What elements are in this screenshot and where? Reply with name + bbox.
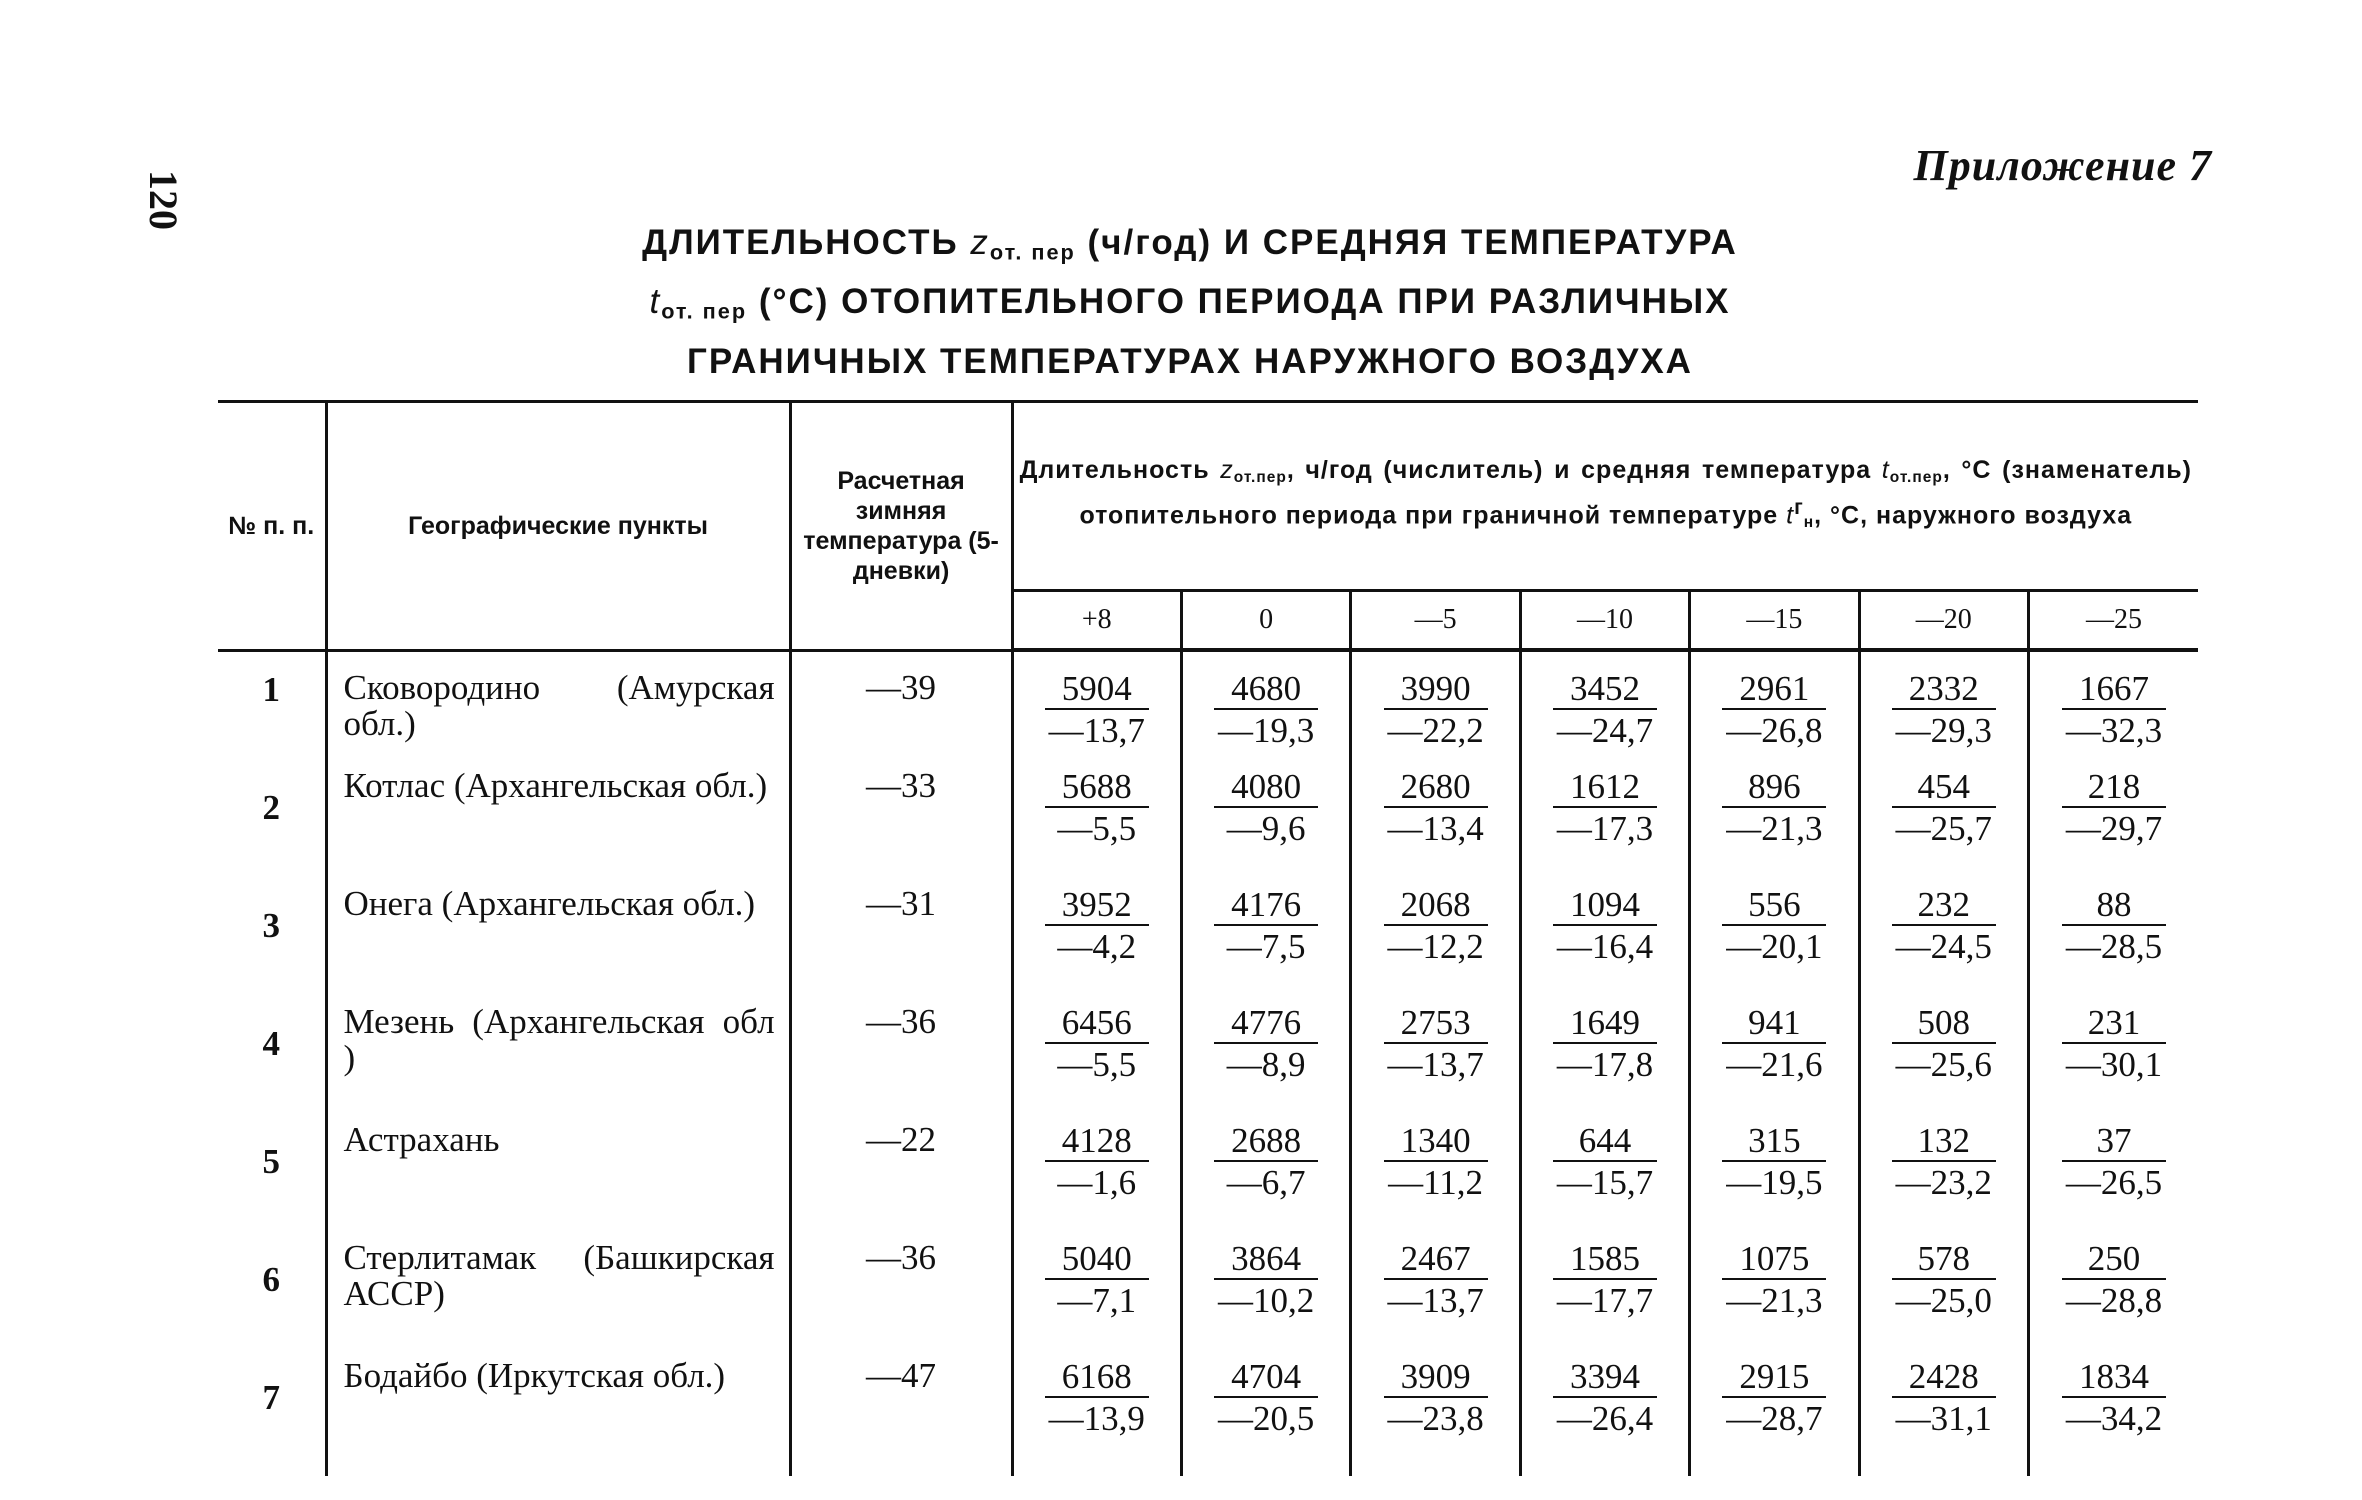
fraction xyxy=(1214,1240,1318,1322)
table-row xyxy=(218,1240,2198,1358)
temperature-value: —13,7 xyxy=(1048,711,1145,750)
temperature-value: —29,3 xyxy=(1895,711,1992,750)
header-place: Географические пункты xyxy=(326,402,790,651)
temperature-value: —5,5 xyxy=(1057,809,1137,848)
fraction xyxy=(1722,886,1826,968)
value-cell xyxy=(1181,1004,1350,1122)
value-cell xyxy=(2029,1358,2199,1476)
table-row xyxy=(218,1004,2198,1122)
row-number: 4 xyxy=(262,1024,280,1063)
fraction xyxy=(1722,1240,1826,1322)
duration-value: 1667 xyxy=(2062,670,2166,710)
fraction xyxy=(1892,886,1996,968)
duration-value: 1649 xyxy=(1553,1004,1657,1044)
row-number: 5 xyxy=(262,1142,280,1181)
temperature-value: —15,7 xyxy=(1556,1163,1654,1202)
temperature-value: —21,3 xyxy=(1726,1281,1823,1320)
place-name: Стерлитамак (Башкирская АССР) xyxy=(326,1240,790,1358)
temperature-value: —19,3 xyxy=(1218,711,1315,750)
value-cell xyxy=(2029,886,2199,1004)
duration-value: 578 xyxy=(1892,1240,1996,1280)
duration-value: 3864 xyxy=(1214,1240,1318,1280)
column-header: —15 xyxy=(1690,591,1859,651)
temperature-value: —30,1 xyxy=(2065,1045,2163,1084)
fraction xyxy=(1553,1004,1657,1086)
fraction xyxy=(1553,886,1657,968)
fraction xyxy=(2062,1122,2166,1204)
value-cell xyxy=(1859,650,2028,768)
value-cell xyxy=(1520,1358,1689,1476)
fraction xyxy=(2062,886,2166,968)
value-cell xyxy=(1520,1004,1689,1122)
header-design-temp: Расчетная зимняя температура (5-дневки) xyxy=(790,402,1012,651)
value-cell xyxy=(1012,768,1181,886)
fraction xyxy=(1722,1004,1826,1086)
value-cell xyxy=(1181,1358,1350,1476)
temperature-value: —22,2 xyxy=(1387,711,1484,750)
header-span: Длительность $z_{от.пер}$, ч/год (числитель) и средняя температура $t_{от.пер}$, °С (знаменатель) отопительного периода при граничной температуре $t^г_н$, °С, наружного воздуха xyxy=(1012,402,2198,591)
value-cell xyxy=(2029,1122,2199,1240)
table-row xyxy=(218,1358,2198,1476)
duration-value: 5904 xyxy=(1045,670,1149,710)
temperature-value: —24,7 xyxy=(1556,711,1654,750)
value-cell xyxy=(1520,1240,1689,1358)
duration-value: 1585 xyxy=(1553,1240,1657,1280)
duration-value: 3990 xyxy=(1384,670,1488,710)
value-cell xyxy=(1859,1358,2028,1476)
fraction xyxy=(1892,1240,1996,1322)
duration-value: 3952 xyxy=(1045,886,1149,926)
fraction xyxy=(1045,886,1149,968)
duration-value: 3909 xyxy=(1384,1358,1488,1398)
temperature-value: —29,7 xyxy=(2065,809,2163,848)
fraction xyxy=(1722,1358,1826,1440)
duration-value: 250 xyxy=(2062,1240,2166,1280)
value-cell xyxy=(1012,1358,1181,1476)
temperature-value: —11,2 xyxy=(1388,1163,1484,1202)
duration-value: 4176 xyxy=(1214,886,1318,926)
duration-value: 6456 xyxy=(1045,1004,1149,1044)
value-cell xyxy=(1351,650,1520,768)
fraction xyxy=(1384,670,1488,752)
design-temperature: —31 xyxy=(790,886,1012,1004)
value-cell xyxy=(1012,650,1181,768)
temperature-value: —13,9 xyxy=(1048,1399,1145,1438)
column-header: +8 xyxy=(1012,591,1181,651)
fraction xyxy=(1384,1122,1488,1204)
fraction xyxy=(1214,768,1318,850)
duration-value: 5040 xyxy=(1045,1240,1149,1280)
place-name: Сковородино (Амурская обл.) xyxy=(326,650,790,768)
duration-value: 644 xyxy=(1553,1122,1657,1162)
duration-value: 2961 xyxy=(1722,670,1826,710)
duration-value: 4680 xyxy=(1214,670,1318,710)
fraction xyxy=(1045,768,1149,850)
value-cell xyxy=(1690,650,1859,768)
value-cell xyxy=(1859,1122,2028,1240)
column-header: —20 xyxy=(1859,591,2028,651)
fraction xyxy=(1214,1122,1318,1204)
duration-value: 88 xyxy=(2062,886,2166,926)
duration-value: 6168 xyxy=(1045,1358,1149,1398)
duration-value: 1612 xyxy=(1553,768,1657,808)
value-cell xyxy=(1181,768,1350,886)
temperature-value: —21,3 xyxy=(1726,809,1823,848)
temperature-value: —25,6 xyxy=(1895,1045,1992,1084)
value-cell xyxy=(1181,1122,1350,1240)
temperature-value: —28,7 xyxy=(1726,1399,1823,1438)
row-number: 2 xyxy=(262,788,280,827)
fraction xyxy=(2062,1240,2166,1322)
duration-value: 4776 xyxy=(1214,1004,1318,1044)
duration-value: 2680 xyxy=(1384,768,1488,808)
place-name: Котлас (Архангельская обл.) xyxy=(326,768,790,886)
design-temperature: —36 xyxy=(790,1240,1012,1358)
duration-value: 2428 xyxy=(1892,1358,1996,1398)
temperature-value: —23,8 xyxy=(1387,1399,1484,1438)
fraction xyxy=(1045,1358,1149,1440)
temperature-value: —32,3 xyxy=(2065,711,2163,750)
duration-value: 1340 xyxy=(1384,1122,1488,1162)
heating-period-table-wrap xyxy=(218,400,2198,1476)
value-cell xyxy=(1012,886,1181,1004)
temperature-value: —28,5 xyxy=(2065,927,2163,966)
temperature-value: —5,5 xyxy=(1057,1045,1137,1084)
value-cell xyxy=(1859,1240,2028,1358)
duration-value: 1075 xyxy=(1722,1240,1826,1280)
column-header: —10 xyxy=(1520,591,1689,651)
column-header: 0 xyxy=(1181,591,1350,651)
design-temperature: —39 xyxy=(790,650,1012,768)
title-line-1: ДЛИТЕЛЬНОСТЬ $z_{от. пер}$ (ч/год) И СРЕДНЯЯ ТЕМПЕРАТУРА xyxy=(642,223,1738,265)
fraction xyxy=(1384,1240,1488,1322)
temperature-value: —26,4 xyxy=(1556,1399,1654,1438)
fraction xyxy=(1722,768,1826,850)
design-temperature: —47 xyxy=(790,1358,1012,1476)
duration-value: 2068 xyxy=(1384,886,1488,926)
fraction xyxy=(1045,1240,1149,1322)
duration-value: 5688 xyxy=(1045,768,1149,808)
design-temperature: —22 xyxy=(790,1122,1012,1240)
appendix-label: Приложение 7 xyxy=(1913,141,2212,190)
value-cell xyxy=(1690,1004,1859,1122)
duration-value: 454 xyxy=(1892,768,1996,808)
duration-value: 37 xyxy=(2062,1122,2166,1162)
row-number: 1 xyxy=(262,669,280,709)
value-cell xyxy=(1520,650,1689,768)
temperature-value: —9,6 xyxy=(1226,809,1306,848)
duration-value: 2332 xyxy=(1892,670,1996,710)
heating-period-table xyxy=(218,400,2198,1476)
temperature-value: —28,8 xyxy=(2065,1281,2163,1320)
table-body xyxy=(218,650,2198,1476)
value-cell xyxy=(1012,1240,1181,1358)
temperature-value: —26,8 xyxy=(1726,711,1823,750)
value-cell xyxy=(1520,886,1689,1004)
value-cell xyxy=(1012,1004,1181,1122)
duration-value: 3394 xyxy=(1553,1358,1657,1398)
duration-value: 556 xyxy=(1722,886,1826,926)
fraction xyxy=(1553,1122,1657,1204)
design-temperature: —36 xyxy=(790,1004,1012,1122)
value-cell xyxy=(1181,886,1350,1004)
duration-value: 232 xyxy=(1892,886,1996,926)
value-cell xyxy=(2029,1240,2199,1358)
place-name: Астрахань xyxy=(326,1122,790,1240)
value-cell xyxy=(1351,1240,1520,1358)
fraction xyxy=(1553,1240,1657,1322)
temperature-value: —17,8 xyxy=(1556,1045,1654,1084)
table-row xyxy=(218,1122,2198,1240)
fraction xyxy=(1045,670,1149,752)
value-cell xyxy=(1012,1122,1181,1240)
temperature-value: —8,9 xyxy=(1226,1045,1306,1084)
temperature-value: —20,5 xyxy=(1218,1399,1315,1438)
temperature-value: —26,5 xyxy=(2065,1163,2163,1202)
duration-value: 4704 xyxy=(1214,1358,1318,1398)
fraction xyxy=(1553,768,1657,850)
fraction xyxy=(1045,1004,1149,1086)
fraction xyxy=(1892,768,1996,850)
duration-value: 2753 xyxy=(1384,1004,1488,1044)
temperature-value: —34,2 xyxy=(2065,1399,2163,1438)
page-title xyxy=(560,218,1820,387)
value-cell xyxy=(1351,886,1520,1004)
fraction xyxy=(1384,1358,1488,1440)
value-cell xyxy=(2029,1004,2199,1122)
table-row xyxy=(218,768,2198,886)
temperature-value: —13,7 xyxy=(1387,1045,1484,1084)
column-header: —5 xyxy=(1351,591,1520,651)
temperature-value: —31,1 xyxy=(1895,1399,1992,1438)
duration-value: 4080 xyxy=(1214,768,1318,808)
duration-value: 4128 xyxy=(1045,1122,1149,1162)
fraction xyxy=(1722,1122,1826,1204)
place-name: Бодайбо (Иркутская обл.) xyxy=(326,1358,790,1476)
fraction xyxy=(1214,886,1318,968)
temperature-value: —10,2 xyxy=(1218,1281,1315,1320)
value-cell xyxy=(1351,1004,1520,1122)
duration-value: 2915 xyxy=(1722,1358,1826,1398)
value-cell xyxy=(1351,1122,1520,1240)
fraction xyxy=(2062,1358,2166,1440)
fraction xyxy=(1384,1004,1488,1086)
value-cell xyxy=(1351,768,1520,886)
value-cell xyxy=(1351,1358,1520,1476)
temperature-value: —7,1 xyxy=(1057,1281,1137,1320)
title-line-2: $t_{от. пер}$ (°С) ОТОПИТЕЛЬНОГО ПЕРИОДА ПРИ РАЗЛИЧНЫХ xyxy=(649,282,1731,324)
place-name: Онега (Архангельская обл.) xyxy=(326,886,790,1004)
duration-value: 132 xyxy=(1892,1122,1996,1162)
temperature-value: —13,4 xyxy=(1387,809,1484,848)
value-cell xyxy=(2029,768,2199,886)
temperature-value: —13,7 xyxy=(1387,1281,1484,1320)
temperature-value: —20,1 xyxy=(1726,927,1823,966)
value-cell xyxy=(1690,886,1859,1004)
duration-value: 941 xyxy=(1722,1004,1826,1044)
fraction xyxy=(1722,670,1826,752)
temperature-value: —7,5 xyxy=(1226,927,1306,966)
temperature-value: —12,2 xyxy=(1387,927,1484,966)
duration-value: 231 xyxy=(2062,1004,2166,1044)
value-cell xyxy=(1859,1004,2028,1122)
temperature-value: —25,7 xyxy=(1895,809,1992,848)
temperature-value: —24,5 xyxy=(1895,927,1992,966)
fraction xyxy=(1892,1358,1996,1440)
place-name: Мезень (Архангельская обл ) xyxy=(326,1004,790,1122)
value-cell xyxy=(1859,768,2028,886)
duration-value: 3452 xyxy=(1553,670,1657,710)
duration-value: 2467 xyxy=(1384,1240,1488,1280)
value-cell xyxy=(1181,650,1350,768)
temperature-value: —19,5 xyxy=(1726,1163,1823,1202)
fraction xyxy=(1892,1004,1996,1086)
fraction xyxy=(1553,670,1657,752)
fraction xyxy=(1214,670,1318,752)
fraction xyxy=(1384,886,1488,968)
fraction xyxy=(1553,1358,1657,1440)
duration-value: 1094 xyxy=(1553,886,1657,926)
fraction xyxy=(1214,1358,1318,1440)
value-cell xyxy=(1859,886,2028,1004)
title-line-3: ГРАНИЧНЫХ ТЕМПЕРАТУРАХ НАРУЖНОГО ВОЗДУХА xyxy=(687,341,1693,381)
value-cell xyxy=(1690,1122,1859,1240)
duration-value: 315 xyxy=(1722,1122,1826,1162)
temperature-value: —17,7 xyxy=(1556,1281,1654,1320)
value-cell xyxy=(1690,1240,1859,1358)
value-cell xyxy=(1690,768,1859,886)
temperature-value: —4,2 xyxy=(1057,927,1137,966)
value-cell xyxy=(1520,768,1689,886)
duration-value: 218 xyxy=(2062,768,2166,808)
row-number: 3 xyxy=(262,906,280,945)
value-cell xyxy=(1181,1240,1350,1358)
temperature-value: —23,2 xyxy=(1895,1163,1992,1202)
column-header: —25 xyxy=(2029,591,2199,651)
fraction xyxy=(2062,670,2166,752)
temperature-value: —25,0 xyxy=(1895,1281,1992,1320)
row-number: 6 xyxy=(262,1260,280,1299)
value-cell xyxy=(1520,1122,1689,1240)
temperature-value: —17,3 xyxy=(1556,809,1654,848)
fraction xyxy=(1384,768,1488,850)
value-cell xyxy=(1690,1358,1859,1476)
temperature-value: —1,6 xyxy=(1057,1163,1137,1202)
duration-value: 508 xyxy=(1892,1004,1996,1044)
duration-value: 1834 xyxy=(2062,1358,2166,1398)
header-num: № п. п. xyxy=(218,402,326,651)
fraction xyxy=(1214,1004,1318,1086)
fraction xyxy=(2062,768,2166,850)
table-row xyxy=(218,650,2198,768)
page-number: 120 xyxy=(141,170,186,230)
duration-value: 2688 xyxy=(1214,1122,1318,1162)
fraction xyxy=(2062,1004,2166,1086)
design-temperature: —33 xyxy=(790,768,1012,886)
temperature-value: —6,7 xyxy=(1226,1163,1306,1202)
temperature-value: —21,6 xyxy=(1726,1045,1823,1084)
temperature-value: —16,4 xyxy=(1556,927,1654,966)
fraction xyxy=(1892,1122,1996,1204)
value-cell xyxy=(2029,650,2199,768)
fraction xyxy=(1892,670,1996,752)
table-row xyxy=(218,886,2198,1004)
fraction xyxy=(1045,1122,1149,1204)
row-number: 7 xyxy=(262,1378,280,1417)
duration-value: 896 xyxy=(1722,768,1826,808)
